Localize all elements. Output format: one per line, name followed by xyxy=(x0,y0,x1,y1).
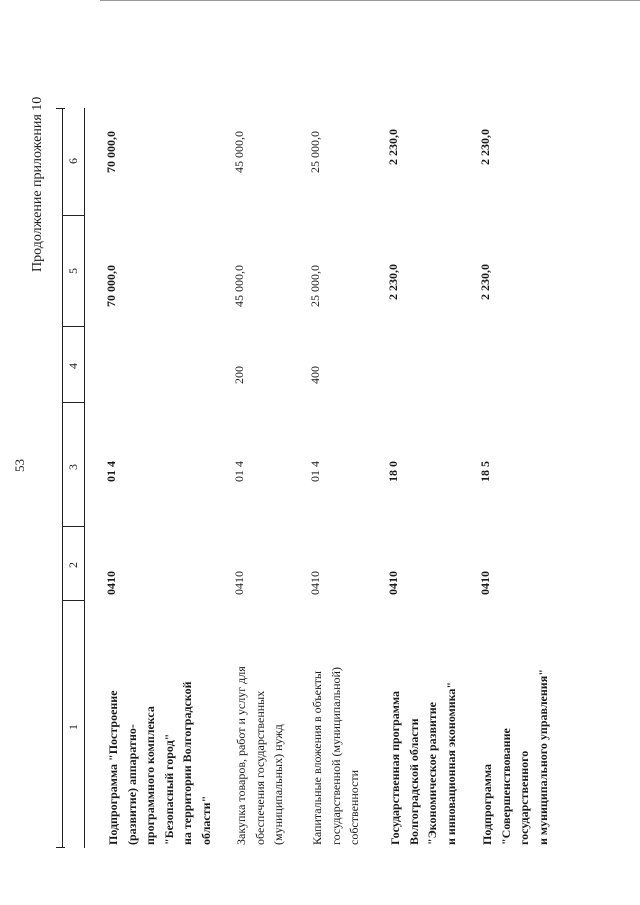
table-row-3-name: Капитальные вложения в объекты государственной (муниципальной) собственности xyxy=(310,667,362,845)
table-row-2-amount-6: 45 000,0 xyxy=(232,131,246,173)
continuation-label: Продолжение приложения 10 xyxy=(30,96,45,272)
table-row-5-amount-6: 2 230,0 xyxy=(478,129,492,165)
table-header-right-rule xyxy=(84,108,85,848)
header-divider-4-3 xyxy=(62,402,85,403)
table-row-3-target: 01 4 xyxy=(308,461,322,482)
table-row-2-expense-type: 200 xyxy=(232,366,246,384)
table-row-2-name: Закупка товаров, работ и услуг для обеспечения государственных (муниципальных) нужд xyxy=(234,666,286,845)
table-row-4-amount-6: 2 230,0 xyxy=(386,129,400,165)
table-row-3-amount-5: 25 000,0 xyxy=(308,265,322,307)
table-row-1-amount-5: 70 000,0 xyxy=(104,265,118,307)
table-row-1-name: Подпрограмма "Построение (развитие) аппаратно- программного комплекса "Безопасный город" на территории Волгоградской области" xyxy=(106,681,213,845)
table-top-rule xyxy=(56,108,65,109)
header-col-5: 5 xyxy=(66,268,80,274)
table-row-1-target: 01 4 xyxy=(104,461,118,482)
table-row-5-amount-5: 2 230,0 xyxy=(478,264,492,300)
table-row-3-expense-type: 400 xyxy=(308,366,322,384)
table-row-3-section: 0410 xyxy=(308,571,322,595)
table-row-4-target: 18 0 xyxy=(386,461,400,482)
table-row-2-amount-5: 45 000,0 xyxy=(232,265,246,307)
table-header-left-rule xyxy=(62,108,63,848)
table-row-4-section: 0410 xyxy=(386,571,400,595)
header-divider-2-1 xyxy=(62,600,85,601)
header-divider-3-2 xyxy=(62,526,85,527)
header-col-6: 6 xyxy=(66,158,80,164)
page-top-border xyxy=(100,0,640,1)
page-number: 53 xyxy=(12,459,27,472)
table-row-5-name: Подпрограмма "Совершенствование государственного и муниципального управления" xyxy=(480,669,550,845)
table-row-4-name: Государственная программа Волгоградской области "Экономическое развитие и инновационная экономика" xyxy=(388,681,458,845)
table-row-1-section: 0410 xyxy=(104,571,118,595)
table-row-2-section: 0410 xyxy=(232,571,246,595)
table-row-4-amount-5: 2 230,0 xyxy=(386,264,400,300)
table-row-2-target: 01 4 xyxy=(232,461,246,482)
table-row-5-section: 0410 xyxy=(478,571,492,595)
header-col-3: 3 xyxy=(66,464,80,470)
table-row-3-amount-6: 25 000,0 xyxy=(308,131,322,173)
table-row-1-amount-6: 70 000,0 xyxy=(104,131,118,173)
table-bottom-rule xyxy=(56,847,65,848)
header-col-4: 4 xyxy=(66,363,80,369)
table-row-5-target: 18 5 xyxy=(478,461,492,482)
header-divider-6-5 xyxy=(62,215,85,216)
header-col-1: 1 xyxy=(66,724,80,730)
header-col-2: 2 xyxy=(66,562,80,568)
header-divider-5-4 xyxy=(62,326,85,327)
